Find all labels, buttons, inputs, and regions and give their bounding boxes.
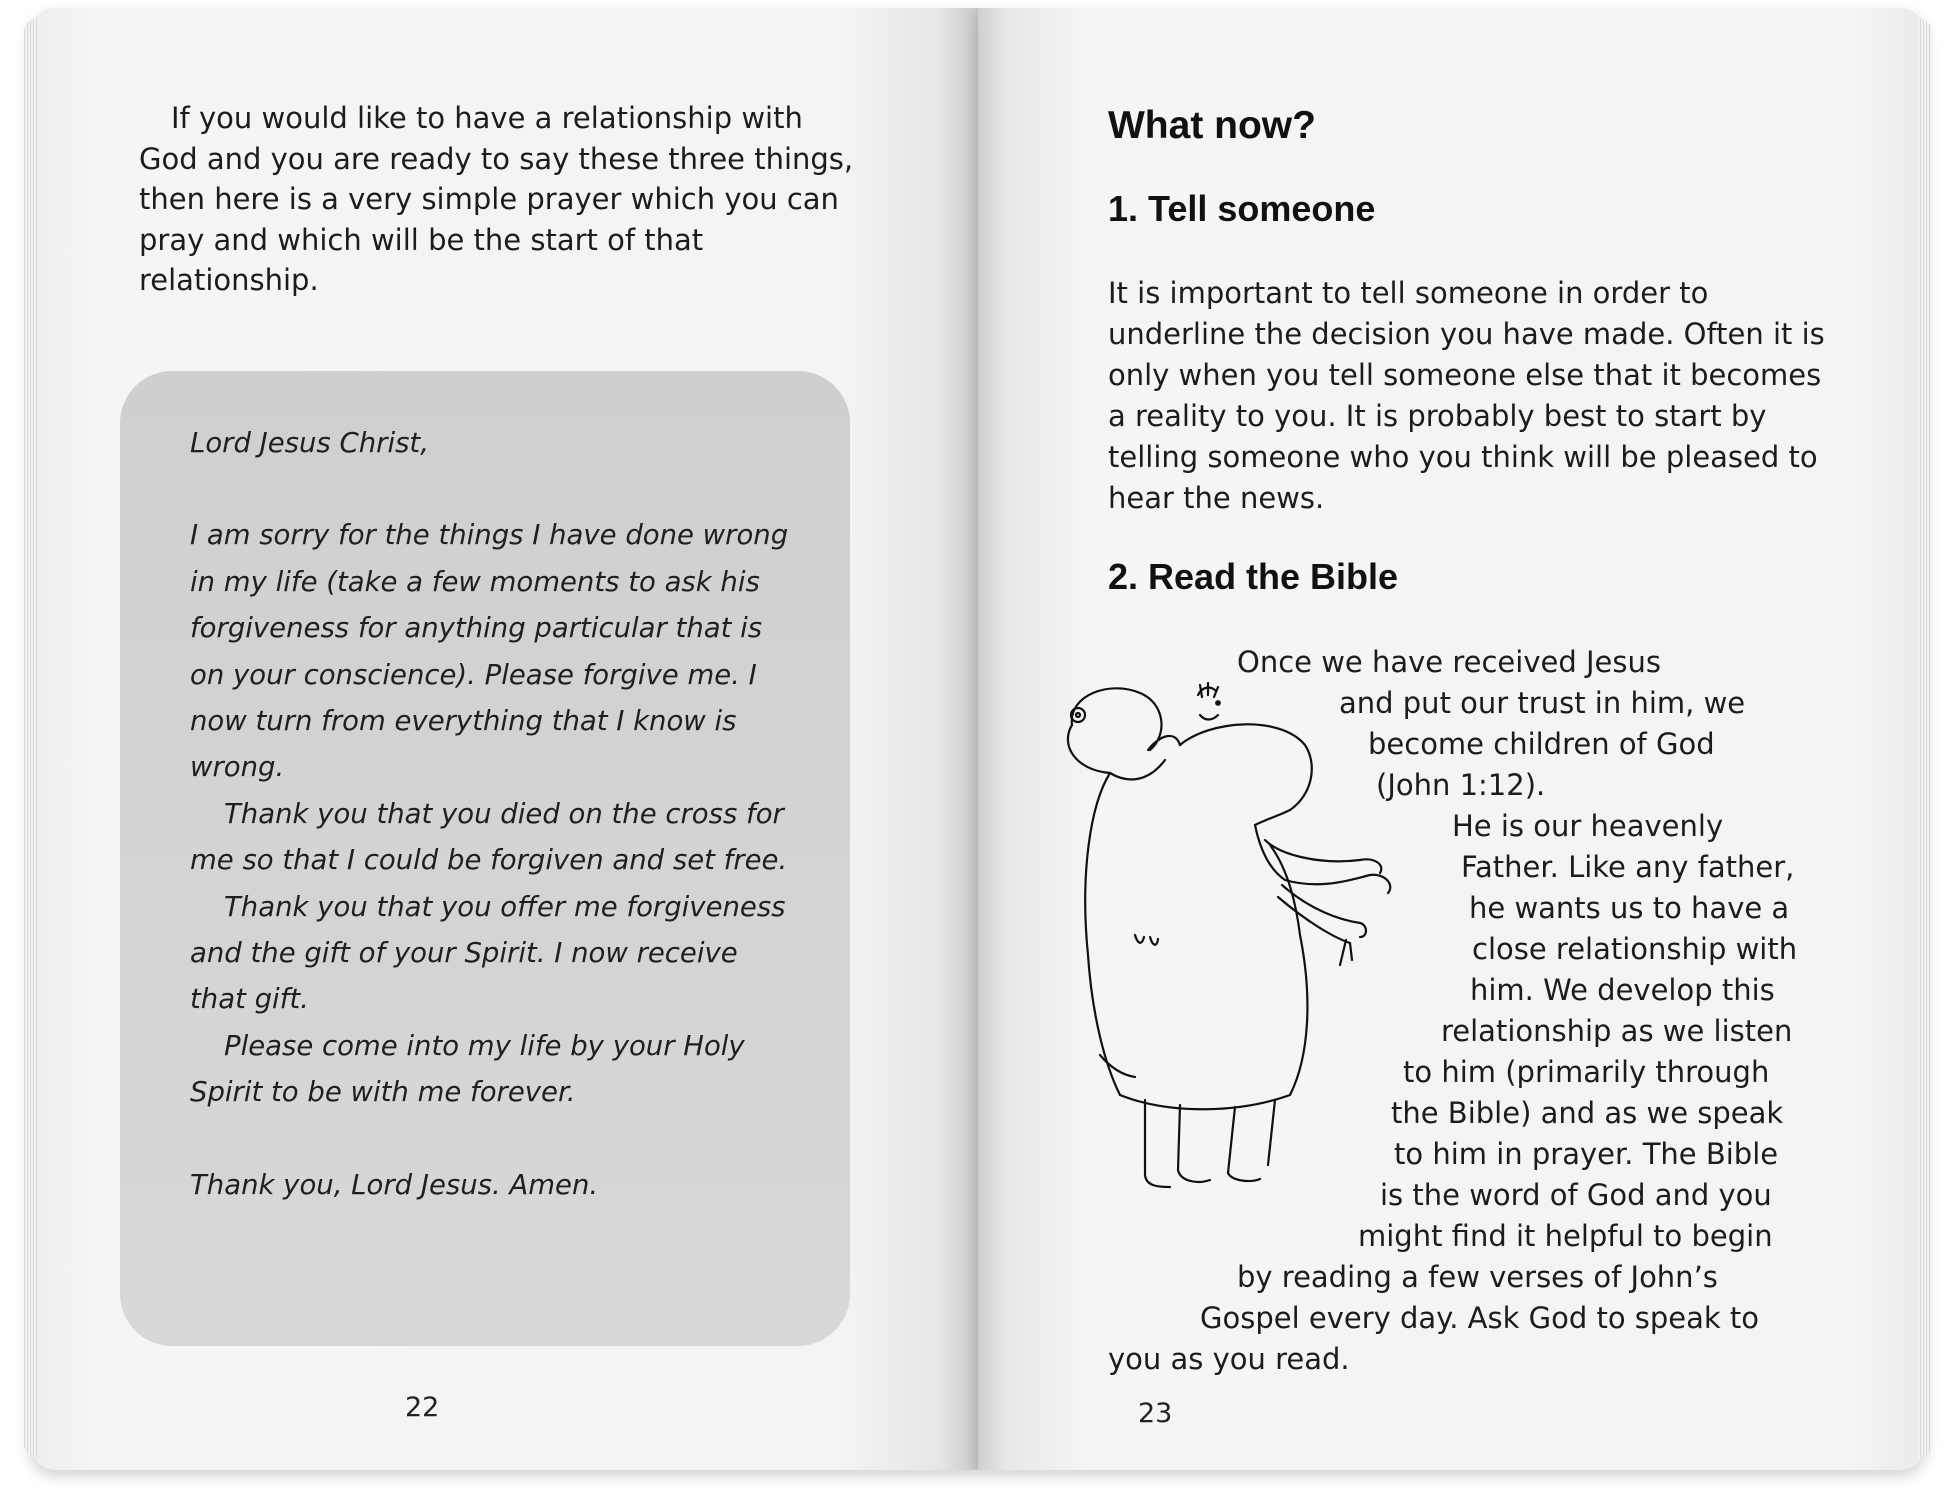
read-line: Once we have received Jesus — [1237, 645, 1661, 679]
section-heading-read-bible: 2. Read the Bible — [1108, 556, 1399, 597]
read-line: Father. Like any father, — [1461, 850, 1795, 884]
read-line: the Bible) and as we speak — [1391, 1096, 1784, 1130]
read-line: might find it helpful to begin — [1358, 1219, 1773, 1253]
page-edges-right — [1918, 18, 1932, 1458]
read-line: relationship as we listen — [1441, 1014, 1793, 1048]
section-heading-tell-someone: 1. Tell someone — [1108, 188, 1376, 229]
prayer-paragraph-3: Thank you that you offer me forgiveness and the gift of your Spirit. I now receive that gift. — [190, 890, 786, 1016]
prayer-text — [190, 420, 790, 1208]
prayer-greeting: Lord Jesus Christ, — [190, 427, 429, 459]
prayer-paragraph-2: Thank you that you died on the cross for me so that I could be forgiven and set free. — [190, 797, 788, 877]
read-line: Gospel every day. Ask God to speak to — [1200, 1301, 1760, 1335]
prayer-paragraph-1: I am sorry for the things I have done wrong in my life (take a few moments to ask his forgiveness for anything particular that is on your conscience). Please forgive me. I now turn from everything that I know is wrong. — [190, 519, 789, 784]
read-line: is the word of God and you — [1380, 1178, 1772, 1212]
intro-text: If you would like to have a relationship with God and you are ready to say these three things, then here is a very simple prayer which you can pray and which will be the start of that relationship. — [139, 101, 854, 297]
page-number-right: 23 — [1138, 1398, 1173, 1429]
page-edges-left — [24, 18, 38, 1458]
prayer-closing: Thank you, Lord Jesus. Amen. — [190, 1168, 599, 1201]
read-line: become children of God — [1368, 727, 1715, 761]
read-line: you as you read. — [1108, 1342, 1350, 1376]
read-line: he wants us to have a — [1469, 891, 1790, 925]
read-line: to him (primarily through — [1403, 1055, 1770, 1089]
father-and-child-illustration — [1050, 675, 1410, 1235]
read-line: (John 1:12). — [1376, 768, 1546, 802]
intro-paragraph — [139, 98, 859, 301]
section-text-tell-someone: It is important to tell someone in order to underline the decision you have made. Often it is only when you tell someone else that it becomes a reality to you. It is probably best to start by telling someone who you think will be pleased to hear the news. — [1108, 276, 1825, 515]
read-line: to him in prayer. The Bible — [1394, 1137, 1779, 1171]
read-line: He is our heavenly — [1452, 809, 1724, 843]
page-title: What now? — [1108, 104, 1316, 147]
read-line: by reading a few verses of John’s — [1237, 1260, 1718, 1294]
prayer-paragraph-4: Please come into my life by your Holy Spirit to be with me forever. — [190, 1029, 745, 1109]
page-number-left: 22 — [405, 1392, 440, 1423]
read-line: close relationship with — [1472, 932, 1798, 966]
read-line: him. We develop this — [1470, 973, 1775, 1007]
read-line: and put our trust in him, we — [1339, 686, 1746, 720]
